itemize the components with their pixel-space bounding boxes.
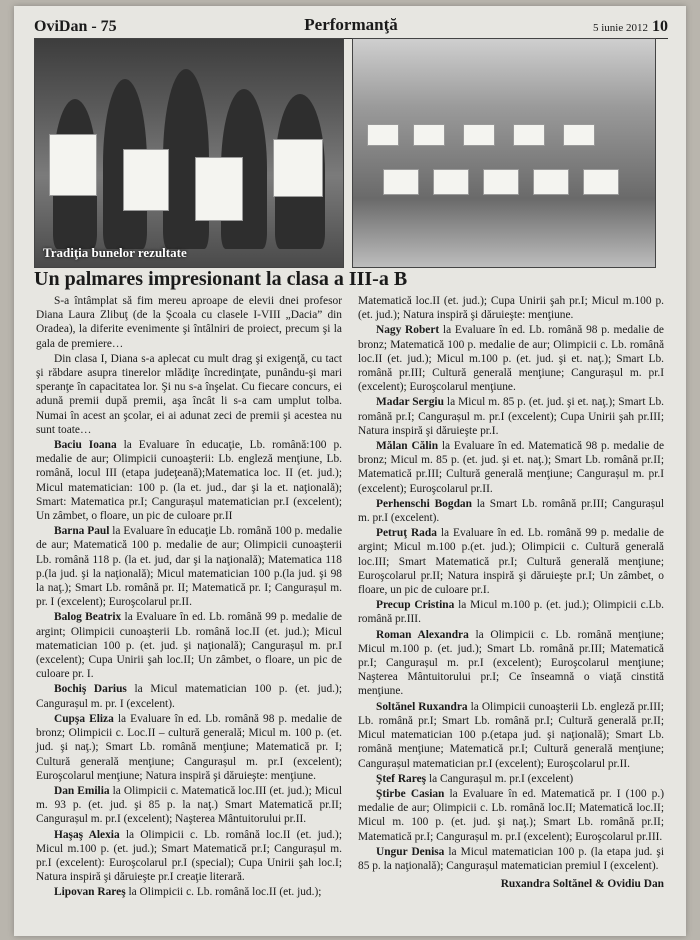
student-name: Mălan Călin <box>376 440 439 453</box>
award-entry <box>36 438 342 523</box>
photo-caption: Tradiţia bunelor rezultate <box>43 245 187 260</box>
student-name: Lipovan Rareş <box>54 886 126 899</box>
diploma-card <box>273 139 323 197</box>
award-list: la Evaluare în ed. Lb. română 99 p. medalie de argint; Micul m.100 p.(et. jud.); Olimpicii c. Cultură generală loc.III; Smart Matematică pr.I; Cultură generală menţiune; Euroşcolarul pr.II; Natura inspiră şi dăruieşte pr.I; Un zâmbet, o floare, un pic de culoare pr.I. <box>358 527 664 597</box>
award-entry <box>36 784 342 827</box>
student-name: Soltănel Ruxandra <box>376 700 468 713</box>
award-list: la Evaluare în ed. Matematică pr. I (100 p.) medalie de aur; Olimpicii c. Lb. română loc.II; Matematică loc.II; Micul m. 100 p. (et. jud. şi naţ.); Smart Lb. română pr.II; Matematică pr.I; Cangurașul m. pr.I (excelent); Euroşcolarul pr.III. <box>358 787 664 843</box>
page-number: 10 <box>652 18 668 35</box>
publication-issue: OviDan - 75 <box>34 18 117 35</box>
award-continuation: Matematică loc.II (et. jud.); Cupa Unirii şah pr.I; Micul m.100 p. (et. jud.); Natura inspiră şi dăruieşte: menţiune. <box>358 295 664 322</box>
student-name: Roman Alexandra <box>376 628 469 641</box>
award-entry <box>36 610 342 681</box>
page-date <box>593 18 668 36</box>
student-name: Bochiş Darius <box>54 683 127 696</box>
student-name: Perhenschi Bogdan <box>376 497 472 510</box>
award-list: la Evaluare în educaţie Lb. română 100 p. medalie de aur; Matematică 100 p. medalie de aur; Olimpicii cunoaşterii Lb. română 118 p. (la et. jud, dar şi la naţională); Matematica 118 p.(la jud. şi la naţională); Micul matematician 100 p.(la jud. şi 98 la naţ.); Smart Lb. română pr. II; Matematică pr. I; Cangurașul m. pr. I (excelent); Euroşcolarul pr.II. <box>36 525 342 609</box>
award-list: la Micul matematician 100 p. (et. jud.); Cangurașul m. pr. I (excelent). <box>36 683 342 710</box>
article-column-right <box>358 294 664 891</box>
student-name: Dan Emilia <box>54 784 110 797</box>
newspaper-page <box>14 6 686 936</box>
award-entry <box>358 700 664 771</box>
diploma-card <box>49 134 97 196</box>
award-list: la Evaluare în ed. Matematică 98 p. medalie de bronz; Micul m. 85 p. (et. jud. şi et. naţ.); Smart Lb. română pr.II; Matematică pr.III; Cultură generală menţiune; Cangurașul m. pr.I (excelent); Euroşcolarul pr.II. <box>358 440 665 495</box>
diploma-card <box>513 124 545 146</box>
award-list: la Micul m. 85 p. (et. jud. şi et. naţ.); Smart Lb. română pr.I; Cangurașul m. pr.I (excelent); Cupa Unirii şah pr.III; Natura inspiră şi dăruieşte pr.I. <box>358 396 664 437</box>
diploma-card <box>583 169 619 195</box>
award-entry <box>36 682 342 710</box>
award-entry <box>358 598 664 626</box>
diploma-card <box>463 124 495 146</box>
student-name: Balog Beatrix <box>54 611 122 624</box>
award-entry <box>358 526 664 597</box>
diploma-card <box>367 124 399 146</box>
award-list: la Evaluare în ed. Lb. română 99 p. medalie de argint; Olimpicii cunoaşterii Lb. română loc.II (et. jud.); Micul matematician 100 p. (et. jud. şi naţională); Cangurașul m. pr.I (excelent); Cupa Unirii şah loc.II; Un zâmbet, o floare, un pic de culoare pr. I. <box>36 611 342 681</box>
article-authors: Ruxandra Soltănel & Ovidiu Dan <box>500 878 664 891</box>
award-entry <box>358 772 664 786</box>
page-header <box>34 12 668 39</box>
student-name: Madar Sergiu <box>376 396 444 409</box>
award-list: la Olimpicii cunoaşterii Lb. engleză pr.III; Lb. română pr.I; Smart Lb. română pr.I; Cultură generală pr.II; Micul matematician 100 p.(etapa jud. şi naţională); Smart Lb. română menţiune; Matematică pr.I; Cultură generală menţiune; Cangurașul matematician pr.I (excelent); Euroşcolarul pr.II. <box>358 700 664 770</box>
award-list: la Evaluare în ed. Lb. română 98 p. medalie de bronz; Matematică 100 p. medalie de aur; Olimpicii c. Lb. română loc.II (et. jud.); Micul m.100 p. (et. jud. şi et. naţ.); Smart Lb. română pr.III; Cultură generală menţiune; Cangurașul m. pr.I (excelent); Euroşcolarul menţiune. <box>358 324 664 394</box>
diploma-card <box>483 169 519 195</box>
diploma-card <box>383 169 419 195</box>
award-entry <box>358 628 664 699</box>
award-entry <box>36 885 342 899</box>
student-name: Cupşa Eliza <box>54 712 114 725</box>
student-name: Ştirbe Casian <box>376 787 445 800</box>
award-entry <box>36 712 342 783</box>
award-entry <box>36 828 342 885</box>
award-entry <box>358 497 664 525</box>
student-name: Nagy Robert <box>376 324 440 337</box>
article-column-left <box>36 294 342 901</box>
award-list: la Smart Lb. română pr.III; Cangurașul m. pr.I (excelent). <box>358 497 665 525</box>
award-list: la Olimpicii c. Lb. română loc.II (et. jud.); Micul m.100 p. (et. jud.); Smart Matematică pr.I; Cangurașul m. pr.I (excelent): Euroşcolarul pr.I (special); Cupa Unirii şah loc.I; Natura inspiră şi dăruieşte pr.I creaţie literară. <box>36 828 342 884</box>
award-list: la Olimpicii c. Lb. română menţiune; Micul m.100 p. (et. jud.); Smart Lb. română pr.III; Matematică pr.I; Cangurașul m. pr.I (excelent); Euroşcolarul menţiune; Naşterea Mântuitorului pr.I; Ce înseamnă o viaţă cinstită menţiune. <box>358 628 665 698</box>
student-name: Haşaş Alexia <box>54 828 120 841</box>
diploma-card <box>195 157 243 221</box>
award-list: la Cangurașul m. pr.I (excelent) <box>426 772 574 785</box>
section-title: Performanţă <box>304 15 398 34</box>
student-name: Baciu Ioana <box>54 439 117 452</box>
award-list: la Micul m.100 p. (et. jud.); Olimpicii c.Lb. română pr.III. <box>358 599 664 626</box>
award-list: la Olimpicii c. Lb. română loc.II (et. jud.); <box>125 886 322 899</box>
student-name: Ştef Rareş <box>376 772 427 785</box>
student-name: Barna Paul <box>54 525 110 538</box>
intro-paragraph: Din clasa I, Diana s-a aplecat cu mult drag şi exigenţă, cu tact şi răbdare asupra tinerelor mlădiţe încredinţate, punându-şi mari speranţe în capacitatea lor. Şi nu s-a înşelat. Cu fiecare concurs, ei adună premii după premii, aşa încât li s-a cam umplut tolba. Numai în acest an şcolar, ei ai adunat zeci de premii şi acestea nu sunt toate… <box>36 352 342 436</box>
article-title: Un palmares impresionant la clasa a III-a B <box>34 268 408 290</box>
award-entry <box>358 439 664 496</box>
award-entry <box>358 395 664 438</box>
date-text: 5 iunie 2012 <box>593 22 648 34</box>
diploma-card <box>123 149 169 211</box>
award-entry <box>36 524 342 609</box>
diploma-card <box>433 169 469 195</box>
award-list: la Micul matematician 100 p. (la etapa jud. şi 85 p. la naţională); Cangurașul matematician premiul I (excelent). <box>358 845 664 872</box>
student-name: Precup Cristina <box>376 599 455 612</box>
diploma-card <box>533 169 569 195</box>
class-photo-right <box>352 38 656 268</box>
intro-paragraph: S-a întâmplat să fim mereu aproape de elevii dnei profesor Diana Laura Zlibuţ (de la Şcoala cu clasele I-VIII „Dacia” din Oradea), la diferite evenimente şi întâlniri de proiect, precum şi la gala de premiere… <box>36 295 342 350</box>
diploma-card <box>563 124 595 146</box>
award-entry <box>358 323 664 394</box>
award-entry <box>358 845 664 873</box>
class-photo-left <box>34 38 344 268</box>
award-list: la Evaluare în educaţie, Lb. română:100 p. medalie de aur; Olimpicii cunoaşterii: Lb. engleză menţiune, Lb. română, locul III (etapa judeţeană);Matematica loc. II (et. jud.); Micul matematician: 100 p. (la et. jud., dar şi la et. naţională); Smart: Matematica pr.I; Cangurașul matematician pr.I (excelent); Un zâmbet, o floare, un pic de culoare pr.II <box>36 439 342 523</box>
award-entry <box>358 787 664 844</box>
diploma-card <box>413 124 445 146</box>
award-list: la Olimpicii c. Matematică loc.III (et. jud.); Micul m. 93 p. (et. jud. şi 85 p. la naţ.) Smart Matematică pr.II; Cangurașul m. pr.I (excelent); Naşterea Mântuitorului pr.II. <box>36 784 342 826</box>
student-name: Petruţ Rada <box>376 527 437 540</box>
student-name: Ungur Denisa <box>376 845 445 858</box>
award-list: la Evaluare în ed. Lb. română 98 p. medalie de bronz; Olimpicii c. Loc.II – cultură generală; Micul m. 100 p. (et. jud. şi naţ.); Smart Lb. română menţiune; Matematică pr. I; Cultură generală menţiune; Cangurașul m. pr.I (excelent); Euroşcolarul menţiune; Natura inspiră şi dăruieşte: menţiune. <box>36 712 342 782</box>
